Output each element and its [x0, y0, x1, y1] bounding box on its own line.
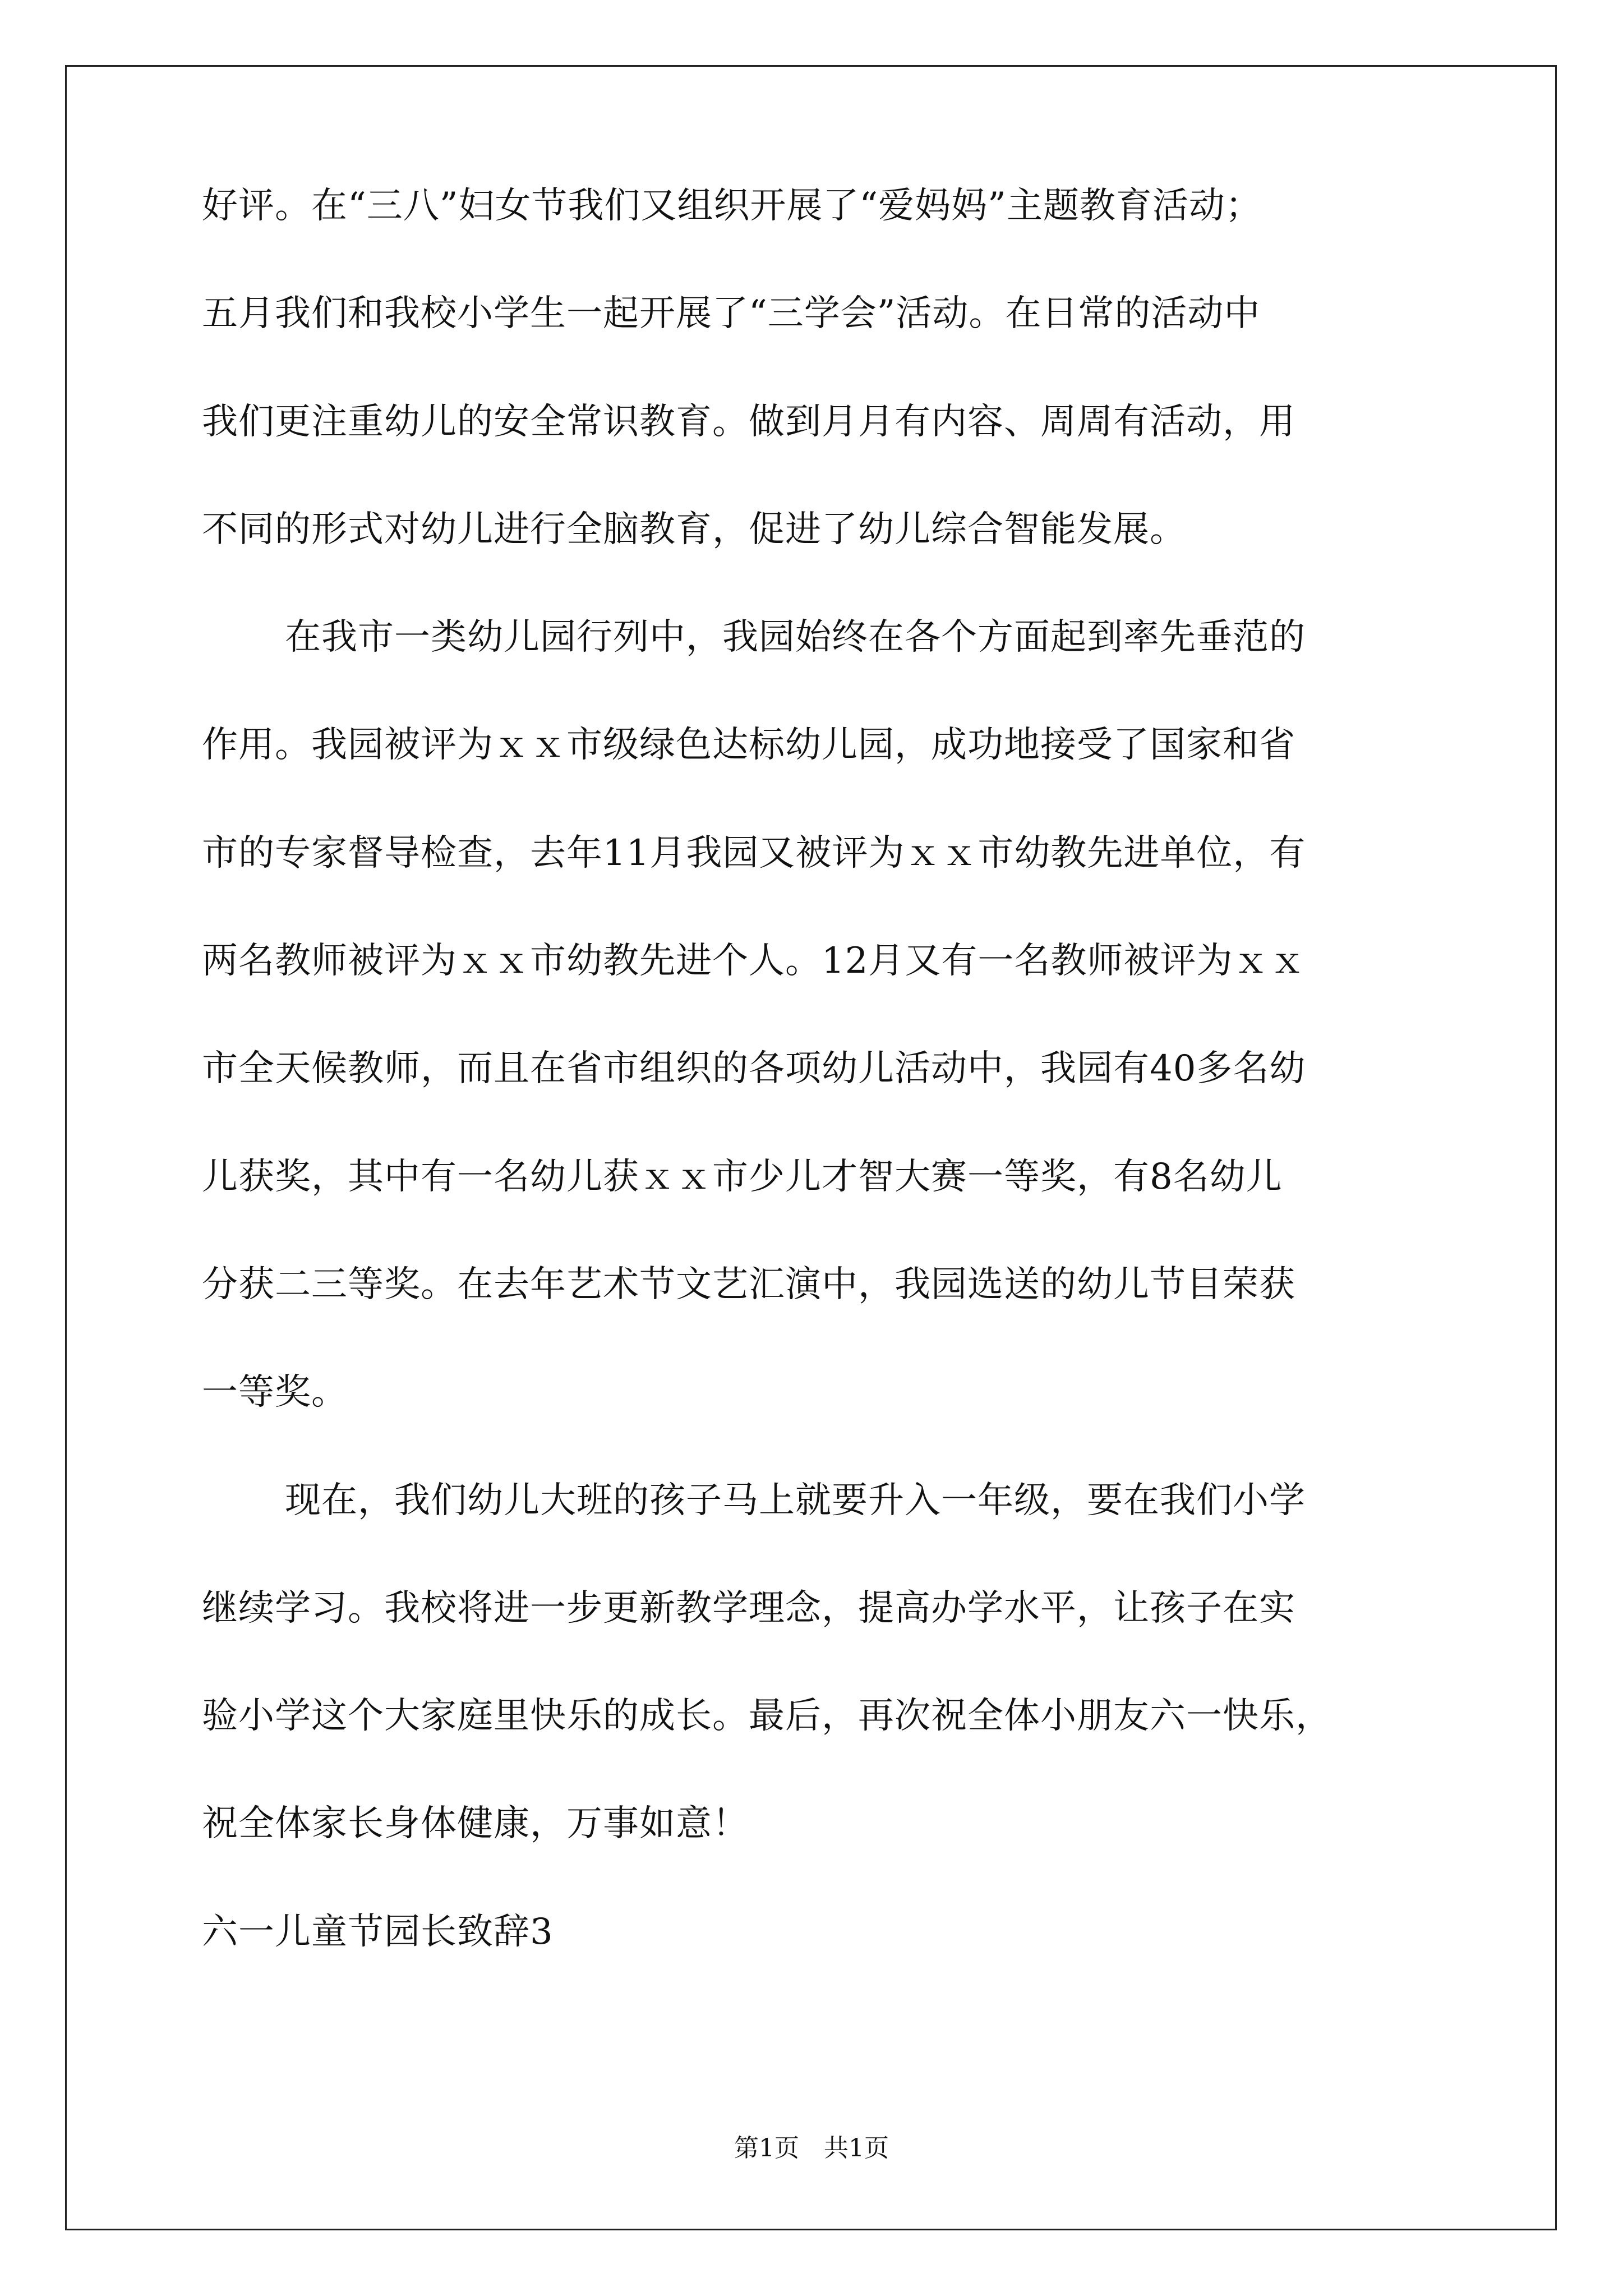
- paragraph-first-line: 在我市一类幼儿园行列中，我园始终在各个方面起到率先垂范的: [285, 616, 1306, 659]
- text-line: 一等奖。: [202, 1372, 348, 1414]
- text-line: 分获二三等奖。在去年艺术节文艺汇演中，我园选送的幼儿节目荣获: [202, 1263, 1295, 1305]
- text-line: 不同的形式对幼儿进行全脑教育，促进了幼儿综合智能发展。: [202, 508, 1186, 550]
- text-line: 儿获奖，其中有一名幼儿获ｘｘ市少儿才智大赛一等奖，有8名幼儿: [202, 1156, 1283, 1198]
- text-line: 五月我们和我校小学生一起开展了“三学会”活动。在日常的活动中: [202, 293, 1261, 335]
- text-line: 两名教师被评为ｘｘ市幼教先进个人。12月又有一名教师被评为ｘｘ: [202, 940, 1306, 982]
- text-line: 验小学这个大家庭里快乐的成长。最后，再次祝全体小朋友六一快乐，: [202, 1695, 1332, 1737]
- text-line: 作用。我园被评为ｘｘ市级绿色达标幼儿园，成功地接受了国家和省: [202, 724, 1295, 766]
- text-line: 我们更注重幼儿的安全常识教育。做到月月有内容、周周有活动，用: [202, 401, 1295, 443]
- page-number: 第1页 共1页: [734, 2134, 889, 2162]
- paragraph-first-line: 现在，我们幼儿大班的孩子马上就要升入一年级，要在我们小学: [285, 1479, 1306, 1521]
- text-line: 市的专家督导检查，去年11月我园又被评为ｘｘ市幼教先进单位，有: [202, 832, 1306, 874]
- text-line: 好评。在“三八”妇女节我们又组织开展了“爱妈妈”主题教育活动；: [202, 185, 1262, 227]
- section-heading: 六一儿童节园长致辞3: [202, 1911, 554, 1953]
- text-line: 市全天候教师，而且在省市组织的各项幼儿活动中，我园有40多名幼: [202, 1048, 1306, 1090]
- document-body: [202, 185, 1433, 2022]
- text-line: 祝全体家长身体健康，万事如意！: [202, 1803, 749, 1845]
- text-line: 继续学习。我校将进一步更新教学理念，提高办学水平，让孩子在实: [202, 1587, 1295, 1629]
